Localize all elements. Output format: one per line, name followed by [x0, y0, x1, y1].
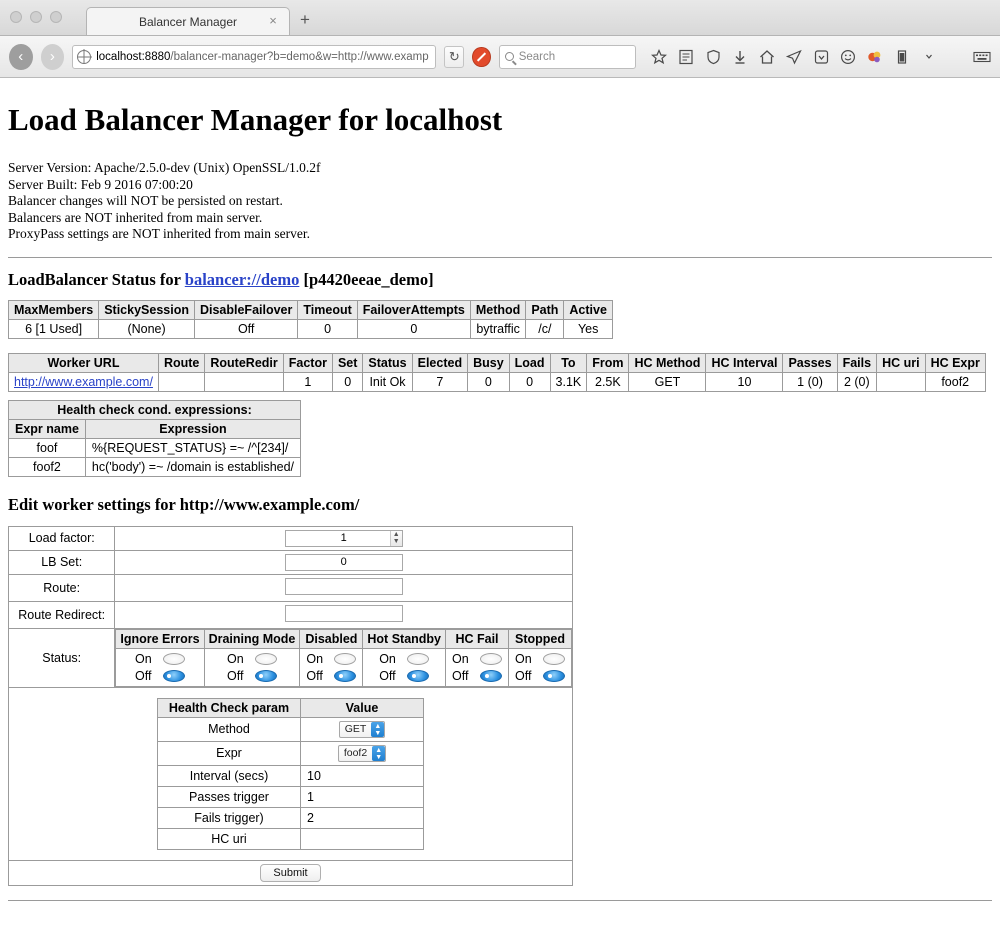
label-lb-set: LB Set: — [9, 550, 115, 574]
th-from: From — [587, 353, 629, 372]
draining-mode-on[interactable] — [227, 652, 277, 666]
th-status: Status — [363, 353, 412, 372]
browser-toolbar — [0, 36, 1000, 78]
keyboard-icon[interactable] — [973, 48, 991, 66]
search-box[interactable] — [499, 45, 636, 69]
radio-on-icon[interactable] — [334, 653, 356, 665]
th-hc-expr: HC Expr — [925, 353, 985, 372]
close-tab-icon[interactable]: × — [269, 13, 277, 28]
cell-path: /c/ — [526, 319, 564, 338]
cell-method: bytraffic — [470, 319, 525, 338]
stopped-off[interactable] — [515, 669, 565, 683]
cell-routeredir — [205, 372, 283, 391]
shield-icon[interactable] — [704, 48, 722, 66]
radio-label-on: On — [306, 651, 324, 666]
minimize-window-button[interactable] — [30, 11, 42, 23]
draining-mode-off[interactable] — [227, 669, 277, 683]
tab-balancer-manager[interactable] — [86, 7, 290, 35]
divider — [8, 257, 992, 258]
search-icon — [505, 52, 514, 61]
cell-disablefailover: Off — [194, 319, 297, 338]
label-load-factor: Load factor: — [9, 526, 115, 550]
cell-timeout: 0 — [298, 319, 357, 338]
bottom-divider — [8, 900, 992, 901]
hc-expr-value: foof2 — [343, 747, 368, 759]
balancer-heading-prefix: LoadBalancer Status for — [8, 269, 185, 289]
healthcheck-caption: Health check cond. expressions: — [9, 400, 301, 419]
th-factor: Factor — [283, 353, 332, 372]
tab-strip — [86, 0, 320, 35]
worker-settings-form — [8, 526, 573, 886]
th-path: Path — [526, 300, 564, 319]
label-hc-method: Method — [158, 717, 301, 741]
radio-off-icon[interactable] — [334, 670, 356, 682]
th-hc-uri: HC uri — [877, 353, 926, 372]
ignore-errors-off[interactable] — [135, 669, 185, 683]
globe-icon — [77, 50, 91, 64]
forward-button[interactable]: › — [41, 44, 65, 70]
balancer-table — [8, 300, 613, 339]
radio-label-on: On — [379, 651, 396, 666]
th-disabled: Disabled — [300, 629, 363, 648]
load-factor-stepper[interactable] — [285, 530, 403, 547]
route-input[interactable] — [285, 578, 403, 595]
bookmark-star-icon[interactable] — [650, 48, 668, 66]
cell-draining-mode — [204, 648, 300, 686]
th-stickysession: StickySession — [99, 300, 195, 319]
hc-fail-off[interactable] — [452, 669, 502, 683]
th-failoverattempts: FailoverAttempts — [357, 300, 470, 319]
address-bar[interactable] — [72, 45, 436, 69]
th-disablefailover: DisableFailover — [194, 300, 297, 319]
radio-on-icon[interactable] — [480, 653, 502, 665]
table-header-row — [9, 353, 986, 372]
radio-label-off: Off — [379, 668, 396, 683]
cell-hc-fail — [446, 648, 509, 686]
table-header-row — [116, 629, 572, 648]
chevron-updown-icon[interactable]: ▲ ▼ — [372, 746, 385, 761]
worker-url-link[interactable]: http://www.example.com/ — [14, 374, 153, 389]
cell-disabled — [300, 648, 363, 686]
table-row — [158, 717, 424, 741]
load-factor-input[interactable]: 1 — [285, 530, 403, 547]
smiley-icon[interactable] — [839, 48, 857, 66]
home-icon[interactable] — [758, 48, 776, 66]
radio-on-icon[interactable] — [407, 653, 429, 665]
cell-hc-interval: 10 — [706, 372, 783, 391]
chevron-down-icon[interactable] — [920, 48, 938, 66]
balancer-heading-suffix: [p4420eeae_demo] — [299, 269, 434, 289]
server-info-line: Server Version: Apache/2.5.0-dev (Unix) OpenSSL/1.0.2f — [8, 160, 321, 175]
toolbar-icons — [650, 48, 991, 66]
label-route: Route: — [9, 574, 115, 601]
th-timeout: Timeout — [298, 300, 357, 319]
hc-method-select[interactable] — [339, 721, 386, 738]
radio-off-icon[interactable] — [163, 670, 185, 682]
th-passes: Passes — [783, 353, 837, 372]
cell-expr-name: foof — [9, 438, 86, 457]
hc-passes-input[interactable]: 1 — [301, 786, 424, 807]
page-title: Load Balancer Manager for localhost — [8, 102, 503, 137]
table-row — [158, 786, 424, 807]
server-info-line: ProxyPass settings are NOT inherited from main server. — [8, 226, 310, 241]
server-info-line: Balancer changes will NOT be persisted on restart. — [8, 193, 283, 208]
hc-interval-input[interactable]: 10 — [301, 765, 424, 786]
th-maxmembers: MaxMembers — [9, 300, 99, 319]
th-hot-standby: Hot Standby — [363, 629, 446, 648]
form-row-status — [9, 628, 573, 687]
battery-icon[interactable] — [893, 48, 911, 66]
cell-hc-method: GET — [629, 372, 706, 391]
radio-label-on: On — [226, 651, 244, 666]
table-row — [9, 457, 301, 476]
th-expression: Expression — [85, 419, 300, 438]
stopped-on[interactable] — [515, 652, 565, 666]
cell-busy: 0 — [468, 372, 510, 391]
save-to-pocket-icon[interactable] — [812, 48, 830, 66]
url-host: localhost:8880 — [96, 50, 171, 63]
th-to: To — [550, 353, 587, 372]
form-row-submit — [9, 860, 573, 885]
table-row — [9, 438, 301, 457]
th-route: Route — [158, 353, 204, 372]
menu-icon[interactable] — [947, 48, 964, 66]
cell-route — [158, 372, 204, 391]
cell-fails: 2 (0) — [837, 372, 877, 391]
table-row — [9, 372, 986, 391]
radio-off-icon[interactable] — [480, 670, 502, 682]
label-hc-passes: Passes trigger — [158, 786, 301, 807]
radio-label-off: Off — [306, 668, 323, 683]
send-icon[interactable] — [785, 48, 803, 66]
window-controls — [10, 11, 62, 23]
cell-stopped — [509, 648, 572, 686]
table-row — [158, 741, 424, 765]
form-row-healthcheck-params — [9, 687, 573, 860]
reader-mode-icon[interactable] — [677, 48, 695, 66]
disabled-off[interactable] — [306, 669, 356, 683]
url-text — [96, 51, 431, 63]
hc-fails-input[interactable]: 2 — [301, 807, 424, 828]
stepper-arrows-icon[interactable]: ▲ ▼ — [390, 531, 402, 546]
cell-worker-url — [9, 372, 159, 391]
th-hc-method: HC Method — [629, 353, 706, 372]
cell-active: Yes — [564, 319, 613, 338]
chevron-updown-icon[interactable]: ▲ ▼ — [371, 722, 384, 737]
cell-failoverattempts: 0 — [357, 319, 470, 338]
submit-button[interactable]: Submit — [260, 864, 320, 882]
cell-maxmembers: 6 [1 Used] — [9, 319, 99, 338]
hc-method-value: GET — [344, 723, 367, 735]
reload-button[interactable]: ↻ — [444, 46, 464, 68]
th-worker-url: Worker URL — [9, 353, 159, 372]
th-fails: Fails — [837, 353, 877, 372]
table-row — [158, 828, 424, 849]
label-hc-uri: HC uri — [158, 828, 301, 849]
label-hc-expr: Expr — [158, 741, 301, 765]
search-placeholder: Search — [518, 50, 556, 63]
radio-label-off: Off — [134, 668, 152, 683]
cell-elected: 7 — [412, 372, 467, 391]
new-tab-button[interactable]: + — [300, 10, 310, 29]
hot-standby-off[interactable] — [379, 669, 429, 683]
table-header-row — [9, 300, 613, 319]
label-hc-fails: Fails trigger) — [158, 807, 301, 828]
worker-table — [8, 353, 986, 392]
radio-on-icon[interactable] — [255, 653, 277, 665]
status-options-table — [115, 629, 572, 687]
server-info-line: Server Built: Feb 9 2016 07:00:20 — [8, 176, 193, 192]
balancer-status-heading — [8, 270, 992, 290]
form-row-route — [9, 574, 573, 601]
label-hc-interval: Interval (secs) — [158, 765, 301, 786]
th-elected: Elected — [412, 353, 467, 372]
radio-on-icon[interactable] — [543, 653, 565, 665]
form-row-route-redirect — [9, 601, 573, 628]
route-redirect-input[interactable] — [285, 605, 403, 622]
radio-label-on: On — [515, 651, 532, 666]
cell-passes: 1 (0) — [783, 372, 837, 391]
back-button[interactable]: ‹ — [9, 44, 33, 70]
radio-off-icon[interactable] — [255, 670, 277, 682]
url-path: /balancer-manager?b=demo&w=http://www.examp — [170, 50, 429, 63]
th-routeredir: RouteRedir — [205, 353, 283, 372]
radio-label-off: Off — [226, 668, 244, 683]
th-draining-mode: Draining Mode — [204, 629, 300, 648]
cell-stickysession: (None) — [99, 319, 195, 338]
maximize-window-button[interactable] — [50, 11, 62, 23]
radio-off-icon[interactable] — [407, 670, 429, 682]
cell-set: 0 — [332, 372, 362, 391]
balancer-link[interactable]: balancer://demo — [184, 269, 300, 289]
table-row — [158, 807, 424, 828]
th-stopped: Stopped — [509, 629, 572, 648]
healthcheck-expressions-table — [8, 400, 301, 477]
table-caption-row — [9, 400, 301, 419]
radio-label-on: On — [134, 651, 152, 666]
form-row-load-factor — [9, 526, 573, 550]
label-status: Status: — [9, 628, 115, 687]
radio-on-icon[interactable] — [163, 653, 185, 665]
th-busy: Busy — [468, 353, 510, 372]
cell-status: Init Ok — [363, 372, 412, 391]
download-icon[interactable] — [731, 48, 749, 66]
cell-hc-expr: foof2 — [925, 372, 985, 391]
th-active: Active — [564, 300, 613, 319]
cell-hot-standby — [363, 648, 446, 686]
cell-ignore-errors — [116, 648, 204, 686]
radio-off-icon[interactable] — [543, 670, 565, 682]
cell-from: 2.5K — [587, 372, 629, 391]
radio-label-off: Off — [452, 668, 469, 683]
tab-label: Balancer Manager — [138, 14, 238, 29]
table-row — [9, 319, 613, 338]
palette-icon[interactable] — [866, 48, 884, 66]
disabled-on[interactable] — [306, 652, 356, 666]
th-hc-fail: HC Fail — [446, 629, 509, 648]
cell-expr-name: foof2 — [9, 457, 86, 476]
cell-to: 3.1K — [550, 372, 587, 391]
cell-expression: hc('body') =~ /domain is established/ — [85, 457, 300, 476]
edit-worker-heading: Edit worker settings for http://www.example.com/ — [8, 494, 360, 514]
th-set: Set — [332, 353, 362, 372]
title-bar — [0, 0, 1000, 36]
block-content-icon[interactable] — [472, 47, 490, 67]
ignore-errors-on[interactable] — [135, 652, 185, 666]
cell-expression: %{REQUEST_STATUS} =~ /^[234]/ — [85, 438, 300, 457]
th-hc-interval: HC Interval — [706, 353, 783, 372]
lb-set-input[interactable]: 0 — [285, 554, 403, 571]
table-header-row — [158, 698, 424, 717]
radio-label-on: On — [452, 651, 469, 666]
table-row — [158, 765, 424, 786]
radio-label-off: Off — [515, 668, 532, 683]
form-row-lb-set — [9, 550, 573, 574]
th-ignore-errors: Ignore Errors — [116, 629, 204, 648]
th-hc-value: Value — [301, 698, 424, 717]
th-hc-param: Health Check param — [158, 698, 301, 717]
table-header-row — [9, 419, 301, 438]
server-info — [8, 160, 992, 243]
page-content — [0, 78, 1000, 927]
th-method: Method — [470, 300, 525, 319]
cell-hc-uri — [877, 372, 926, 391]
close-window-button[interactable] — [10, 11, 22, 23]
hot-standby-on[interactable] — [379, 652, 429, 666]
hc-uri-input[interactable] — [301, 828, 424, 849]
cell-factor: 1 — [283, 372, 332, 391]
th-load: Load — [509, 353, 550, 372]
th-expr-name: Expr name — [9, 419, 86, 438]
table-row — [116, 648, 572, 686]
server-info-line: Balancers are NOT inherited from main server. — [8, 209, 263, 225]
hc-expr-select[interactable] — [338, 745, 386, 762]
hc-fail-on[interactable] — [452, 652, 502, 666]
healthcheck-params-table — [157, 698, 424, 850]
cell-load: 0 — [509, 372, 550, 391]
label-route-redirect: Route Redirect: — [9, 601, 115, 628]
